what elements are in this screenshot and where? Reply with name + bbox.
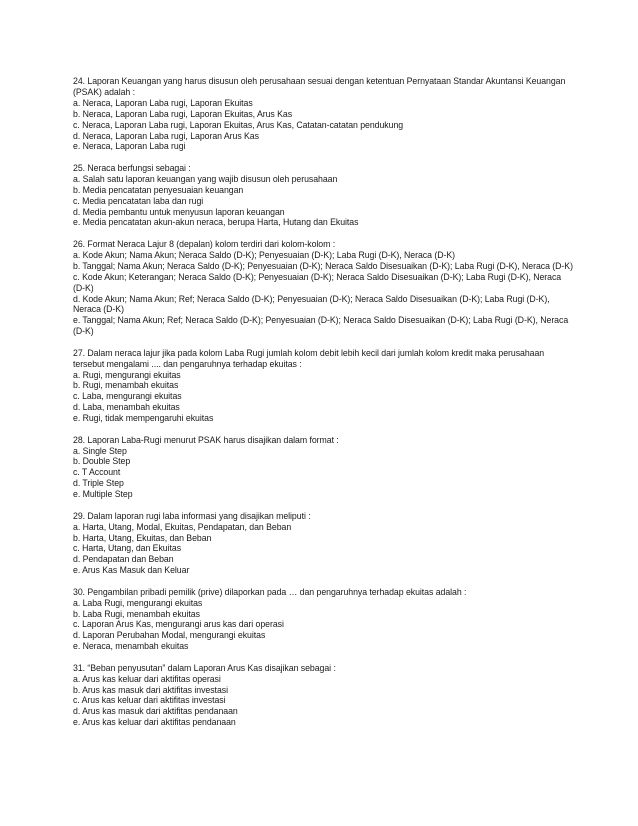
option-e: e. Multiple Step <box>73 489 133 500</box>
option-a: a. Single Step <box>73 445 127 456</box>
option-c: c. Arus kas keluar dari aktifitas investasi <box>73 695 226 706</box>
option-b: b. Neraca, Laporan Laba rugi, Laporan Ekuitas, Arus Kas <box>73 108 293 119</box>
option-d: d. Triple Step <box>73 478 124 489</box>
option-c: c. Laporan Arus Kas, mengurangi arus kas dari operasi <box>73 619 284 630</box>
question-31 <box>73 663 573 728</box>
option-e: e. Neraca, Laporan Laba rugi <box>73 141 186 152</box>
option-d: d. Neraca, Laporan Laba rugi, Laporan Arus Kas <box>73 130 259 141</box>
question-text: 31. “Beban penyusutan” dalam Laporan Arus Kas disajikan sebagai : <box>73 662 336 673</box>
option-b: b. Media pencatatan penyesuaian keuangan <box>73 184 244 195</box>
option-b: b. Arus kas masuk dari aktifitas investasi <box>73 684 228 695</box>
option-b: b. Tanggal; Nama Akun; Neraca Saldo (D-K); Penyesuaian (D-K); Neraca Saldo Disesuaikan (D-K); Laba Rugi (D-K), Neraca (D-K) <box>73 260 573 271</box>
option-e: e. Tanggal; Nama Akun; Ref; Neraca Saldo (D-K); Penyesuaian (D-K); Neraca Saldo Disesuaikan (D-K); Laba Rugi (D-K), Neraca (D-K) <box>73 315 569 337</box>
question-text: 27. Dalam neraca lajur jika pada kolom Laba Rugi jumlah kolom debit lebih kecil dari jumlah kolom kredit maka perusahaan tersebut mengalami .... dan pengaruhnya terhadap ekuitas : <box>73 347 545 369</box>
option-c: c. Kode Akun; Keterangan; Neraca Saldo (D-K); Penyesuaian (D-K); Neraca Saldo Disesuaikan (D-K); Laba Rugi (D-K), Neraca (D-K) <box>73 271 562 293</box>
option-c: c. Neraca, Laporan Laba rugi, Laporan Ekuitas, Arus Kas, Catatan-catatan pendukung <box>73 119 404 130</box>
question-26 <box>73 239 573 337</box>
option-d: d. Laporan Perubahan Modal, mengurangi ekuitas <box>73 630 266 641</box>
option-d: d. Kode Akun; Nama Akun; Ref; Neraca Saldo (D-K); Penyesuaian (D-K); Neraca Saldo Disesuaikan (D-K); Laba Rugi (D-K), Neraca (D-K) <box>73 293 550 315</box>
question-text: 25. Neraca berfungsi sebagai : <box>73 162 191 173</box>
option-d: d. Arus kas masuk dari aktifitas pendanaan <box>73 706 238 717</box>
question-24 <box>73 76 573 152</box>
question-30 <box>73 587 573 652</box>
document-page <box>73 76 573 739</box>
question-25 <box>73 163 573 228</box>
option-a: a. Laba Rugi, mengurangi ekuitas <box>73 597 203 608</box>
option-c: c. Harta, Utang, dan Ekuitas <box>73 543 182 554</box>
option-d: d. Media pembantu untuk menyusun laporan keuangan <box>73 206 285 217</box>
option-e: e. Media pencatatan akun-akun neraca, berupa Harta, Hutang dan Ekuitas <box>73 217 359 228</box>
option-e: e. Rugi, tidak mempengaruhi ekuitas <box>73 413 214 424</box>
question-29 <box>73 511 573 576</box>
option-a: a. Rugi, mengurangi ekuitas <box>73 369 181 380</box>
option-e: e. Arus Kas Masuk dan Keluar <box>73 565 190 576</box>
option-c: c. Laba, mengurangi ekuitas <box>73 391 182 402</box>
option-b: b. Laba Rugi, menambah ekuitas <box>73 608 200 619</box>
question-text: 28. Laporan Laba-Rugi menurut PSAK harus disajikan dalam format : <box>73 434 339 445</box>
option-e: e. Arus kas keluar dari aktifitas pendanaan <box>73 717 236 728</box>
option-c: c. Media pencatatan laba dan rugi <box>73 195 204 206</box>
option-a: a. Arus kas keluar dari aktifitas operasi <box>73 673 221 684</box>
option-d: d. Pendapatan dan Beban <box>73 554 174 565</box>
option-a: a. Harta, Utang, Modal, Ekuitas, Pendapatan, dan Beban <box>73 521 292 532</box>
option-a: a. Salah satu laporan keuangan yang wajib disusun oleh perusahaan <box>73 173 338 184</box>
option-b: b. Harta, Utang, Ekuitas, dan Beban <box>73 532 212 543</box>
question-28 <box>73 435 573 500</box>
question-27 <box>73 348 573 424</box>
question-text: 29. Dalam laporan rugi laba informasi yang disajikan meliputi : <box>73 510 311 521</box>
option-a: a. Kode Akun; Nama Akun; Neraca Saldo (D-K); Penyesuaian (D-K); Laba Rugi (D-K), Neraca (D-K) <box>73 249 455 260</box>
option-e: e. Neraca, menambah ekuitas <box>73 641 189 652</box>
option-a: a. Neraca, Laporan Laba rugi, Laporan Ekuitas <box>73 97 253 108</box>
option-c: c. T Account <box>73 467 121 478</box>
question-text: 26. Format Neraca Lajur 8 (depalan) kolom terdiri dari kolom-kolom : <box>73 238 336 249</box>
question-text: 30. Pengambilan pribadi pemilik (prive) dilaporkan pada … dan pengaruhnya terhadap ekuitas adalah : <box>73 586 467 597</box>
option-d: d. Laba, menambah ekuitas <box>73 402 180 413</box>
option-b: b. Double Step <box>73 456 131 467</box>
question-text: 24. Laporan Keuangan yang harus disusun oleh perusahaan sesuai dengan ketentuan Pernyataan Standar Akuntansi Keuangan (PSAK) adalah : <box>73 76 566 97</box>
option-b: b. Rugi, menambah ekuitas <box>73 380 179 391</box>
